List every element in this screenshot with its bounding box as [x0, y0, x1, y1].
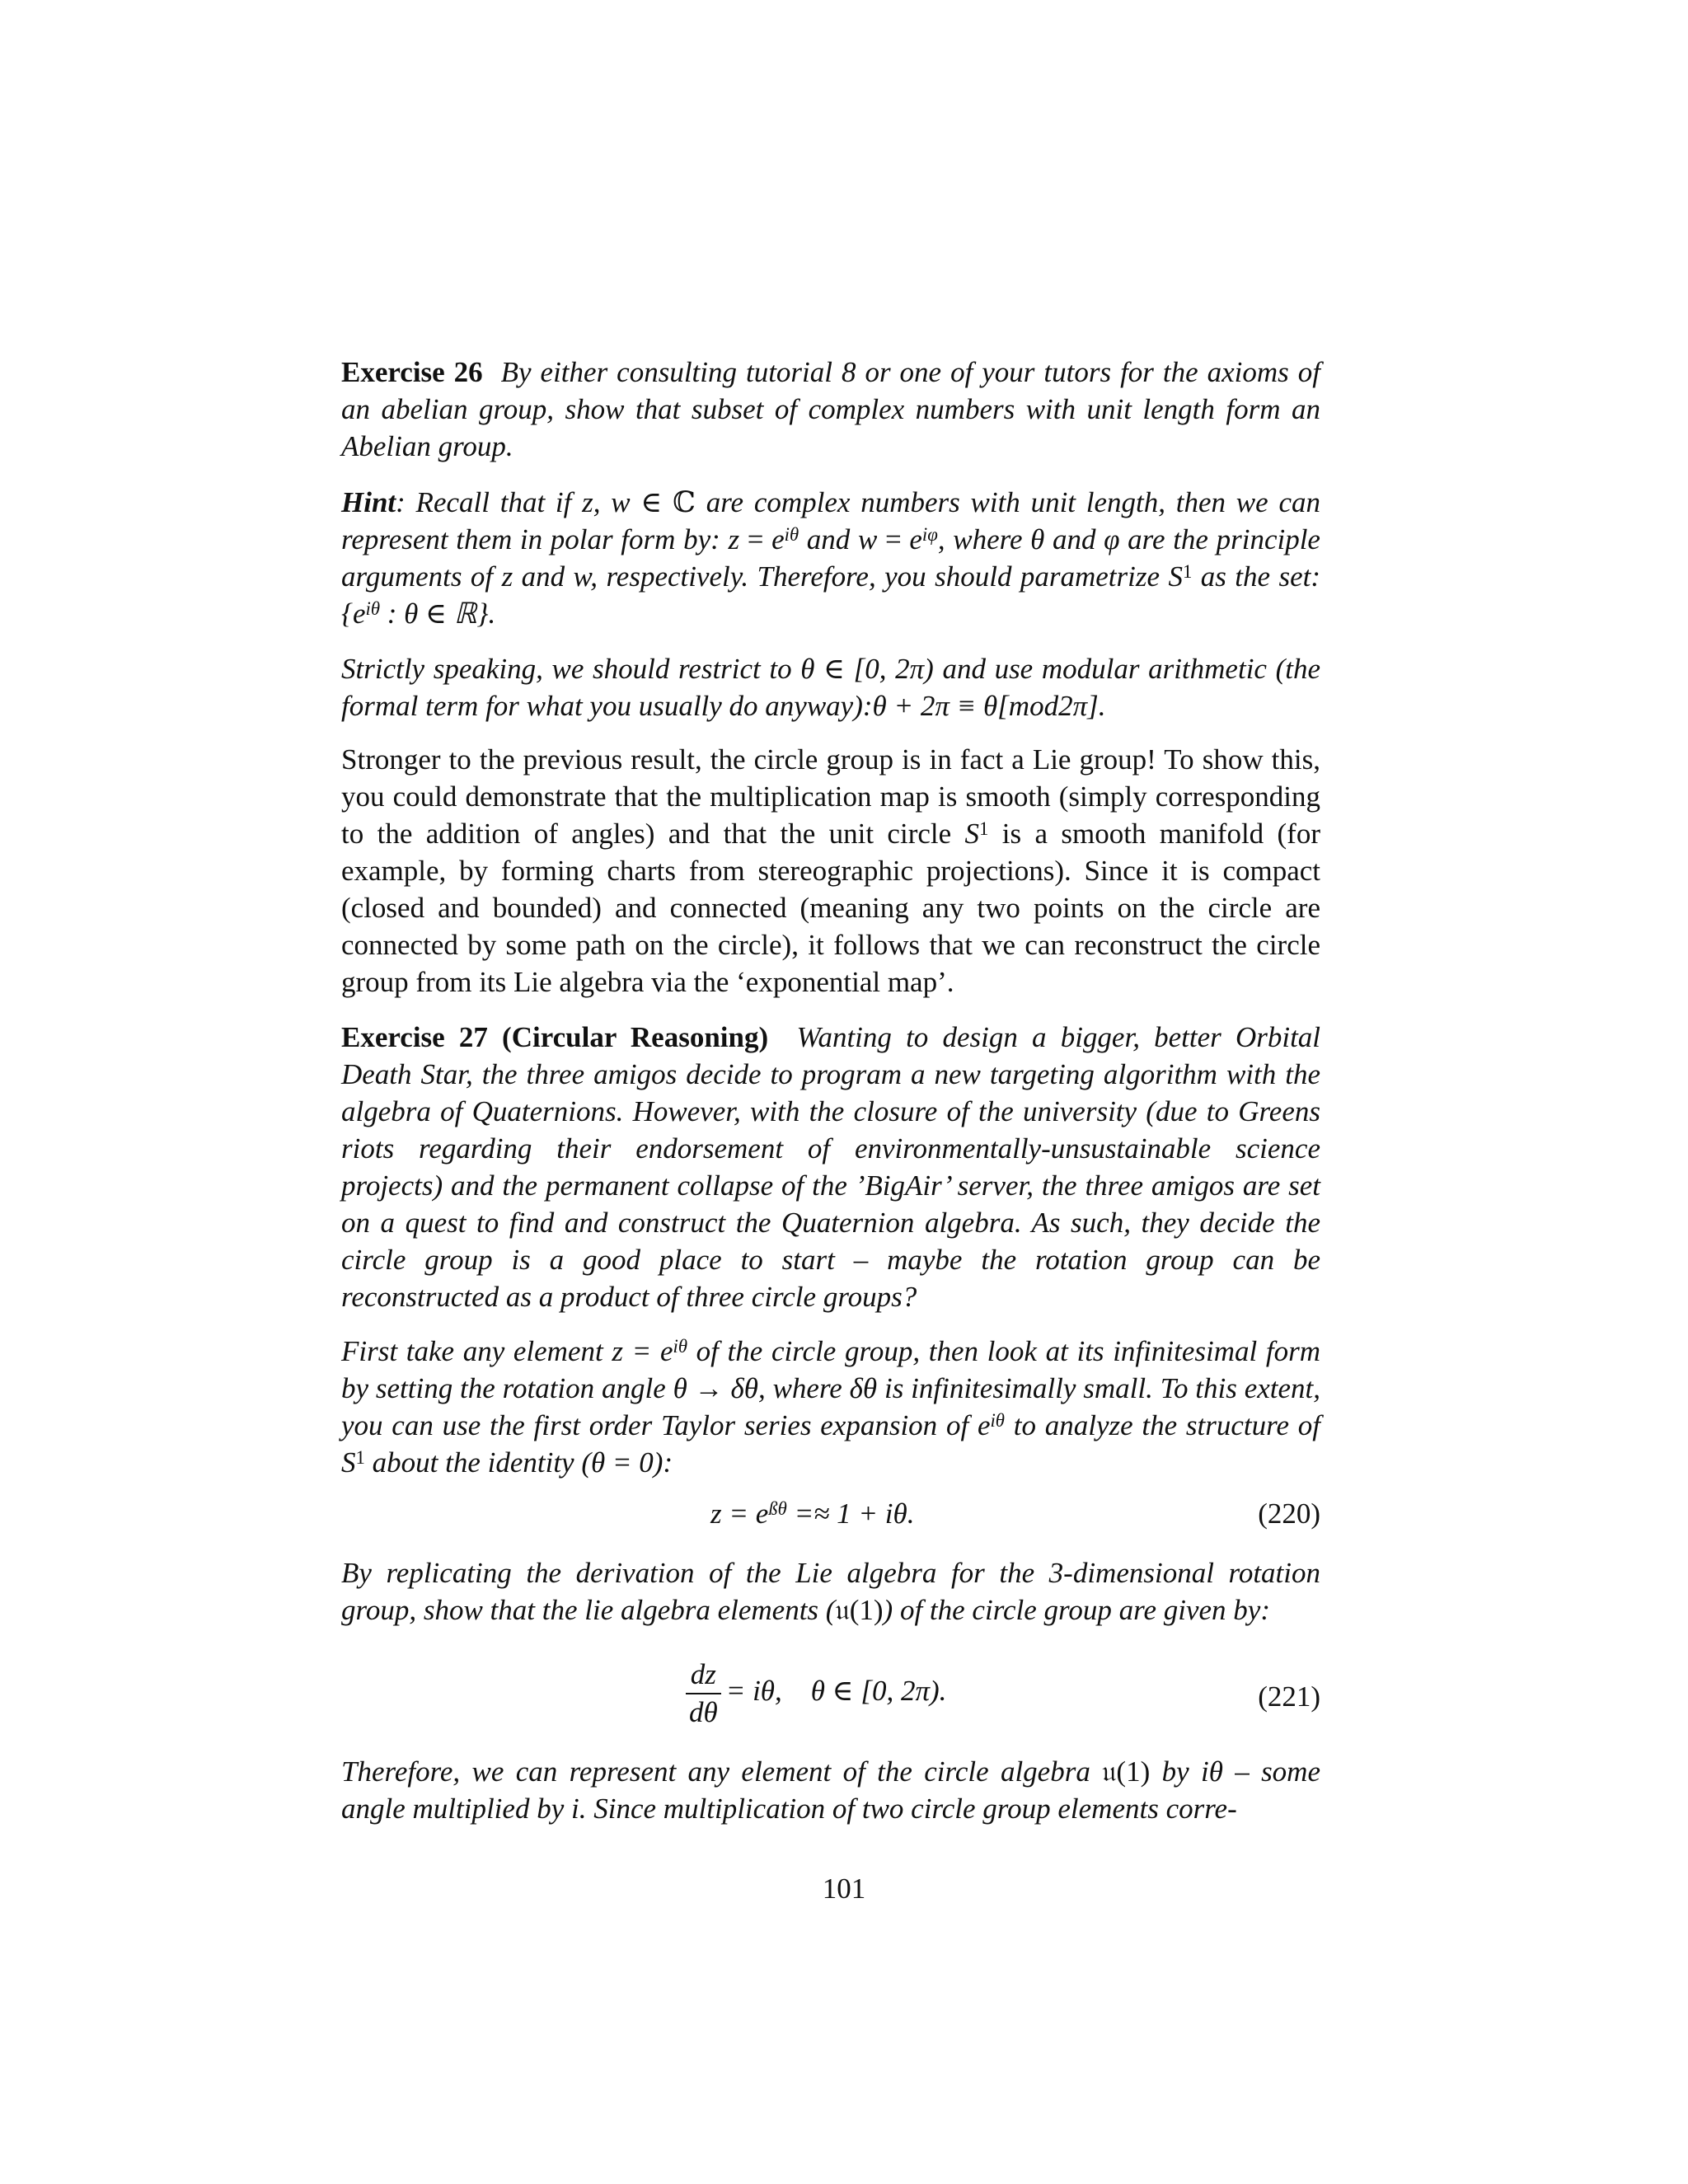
first-text: about the identity (	[364, 1446, 591, 1479]
equation-221	[341, 1657, 1320, 1739]
math: z	[501, 560, 513, 593]
therefore-text: Therefore, we can represent any element of the circle algebra	[341, 1755, 1103, 1788]
math: θ	[1030, 523, 1045, 555]
stronger-text: Stronger to the previous result, the circle group is in fact a Lie group! To show this, you could demonstrate that the multiplication map is smooth (simply corresponding to the addition of angles) and that the unit circle	[341, 743, 1320, 850]
math: i	[570, 1793, 579, 1825]
math: φ	[1104, 523, 1120, 555]
math: iθ	[990, 1409, 1005, 1431]
strict-text: .	[1098, 690, 1106, 722]
math: 𝔲(1)	[1102, 1755, 1151, 1788]
strictly-paragraph	[341, 650, 1320, 724]
math: e	[771, 523, 785, 555]
math: =	[739, 523, 772, 555]
math: z = e	[710, 1497, 769, 1530]
first-text: First take any element	[341, 1335, 612, 1367]
hint-text: .	[488, 598, 496, 630]
math: θ ∈ [0, 2π)	[800, 653, 934, 685]
equation-220	[341, 1495, 1320, 1532]
fraction-denominator: dθ	[689, 1696, 718, 1728]
exercise-26-label: Exercise 26	[341, 356, 483, 388]
first-text: of the circle group, then look at its infinitesimal form by setting the rotation angle	[341, 1335, 1320, 1404]
math: z = e	[612, 1335, 673, 1367]
math: iθ	[365, 598, 381, 619]
math: e	[977, 1409, 991, 1441]
first-text: , where	[757, 1372, 850, 1404]
hint-text: as the set:	[1192, 560, 1321, 593]
therefore-text: . Since multiplication of two circle group elements corre-	[579, 1793, 1237, 1825]
hint-text: , where	[937, 523, 1031, 555]
equation-220-number: (220)	[1258, 1497, 1320, 1530]
hint-paragraph	[341, 484, 1320, 632]
math: w	[857, 523, 878, 555]
therefore-paragraph	[341, 1753, 1320, 1827]
stronger-paragraph	[341, 741, 1320, 1001]
fraction-numerator: dz	[686, 1657, 721, 1694]
math: 1	[1182, 560, 1193, 582]
first-text: to analyze the structure of	[1004, 1409, 1320, 1441]
math: iθ	[673, 1335, 687, 1357]
hint-text: and	[799, 523, 858, 555]
equation-220-body	[710, 1495, 914, 1532]
therefore-text: – some angle multiplied by	[341, 1755, 1320, 1825]
math: ßθ	[768, 1497, 787, 1519]
equation-221-number: (221)	[1258, 1680, 1320, 1713]
math: θ = 0	[590, 1446, 654, 1479]
math: S	[964, 818, 980, 850]
replicate-paragraph	[341, 1554, 1320, 1629]
exercise-27-statement: Wanting to design a bigger, better Orbital Death Star, the three amigos decide to program a new targeting algorithm with the algebra of Quaternions. However, with the closure of the university (due to Greens riots regarding their endorsement of environmentally-unsustainable science projects) and the permanent collapse of the ’BigAir’ server, the three amigos are set on a quest to find and construct the Quaternion algebra. As such, they decide the circle group is a good place to start – maybe the rotation group can be reconstructed as a product of three circle groups?	[341, 1021, 1321, 1313]
math: e	[909, 523, 922, 555]
stronger-text: is a smooth manifold (for example, by forming charts from stereographic projections). Since it is compact (closed and bounded) and connected (meaning any two points on the circle are connected by some path on the circle), it follows that we can reconstruct the circle group from its Lie algebra via the ‘exponential map’.	[341, 818, 1320, 998]
math: iφ	[921, 523, 938, 545]
math: ∈	[630, 486, 673, 518]
math: S	[341, 1446, 356, 1479]
exercise-26-statement: By either consulting tutorial 8 or one of your tutors for the axioms of an abelian group, show that subset of complex numbers with unit length form an Abelian group.	[341, 356, 1321, 462]
therefore-text: by	[1150, 1755, 1201, 1788]
math: =	[877, 523, 910, 555]
math: 1	[979, 818, 989, 839]
exercise-26	[341, 354, 1320, 465]
hint-text: and	[1044, 523, 1104, 555]
replicate-text: By replicating the derivation of the Lie algebra for the 3-dimensional rotation group, show that the lie algebra elements (	[341, 1557, 1320, 1626]
math: iθ	[784, 523, 799, 545]
math: θ + 2π ≡ θ[mod2π]	[872, 690, 1099, 722]
math: =≈ 1 + iθ.	[786, 1497, 915, 1530]
math: δθ	[849, 1372, 878, 1404]
strict-text: and use modular arithmetic (the formal term for what you usually do anyway):	[341, 653, 1320, 722]
strict-text: Strictly speaking, we should restrict to	[341, 653, 801, 685]
math: z, w	[582, 486, 631, 518]
math: 𝔲(1)	[835, 1594, 884, 1626]
first-text: ):	[653, 1446, 673, 1479]
math: θ → δθ	[673, 1372, 758, 1404]
math: w	[573, 560, 591, 593]
math: iθ	[1200, 1755, 1223, 1788]
math: 1	[355, 1446, 365, 1468]
derivative-fraction	[686, 1657, 721, 1731]
math: : θ ∈ ℝ}	[380, 598, 489, 630]
exercise-27	[341, 1019, 1320, 1315]
equation-221-body	[686, 1657, 946, 1731]
hint-text: are the principle arguments of	[341, 523, 1320, 593]
hint-text: , respectively. Therefore, you should parametrize	[590, 560, 1169, 593]
first-paragraph	[341, 1333, 1320, 1481]
math: ℂ	[673, 486, 696, 518]
hint-label: Hint	[341, 486, 396, 518]
hint-text: and	[513, 560, 574, 593]
math: = iθ, θ ∈ [0, 2π).	[725, 1675, 947, 1708]
page-number: 101	[822, 1872, 866, 1905]
hint-text: : Recall that if	[396, 486, 583, 518]
math: {e	[341, 598, 366, 630]
first-text: is infinitesimally small. To this extent, you can use the first order Taylor series expansion of	[341, 1372, 1321, 1441]
hint-text: are complex numbers with unit length, then we can represent them in polar form by:	[341, 486, 1320, 555]
exercise-27-label: Exercise 27 (Circular Reasoning)	[341, 1021, 769, 1053]
math: z	[728, 523, 740, 555]
math: S	[1168, 560, 1183, 593]
replicate-text: ) of the circle group are given by:	[883, 1594, 1270, 1626]
